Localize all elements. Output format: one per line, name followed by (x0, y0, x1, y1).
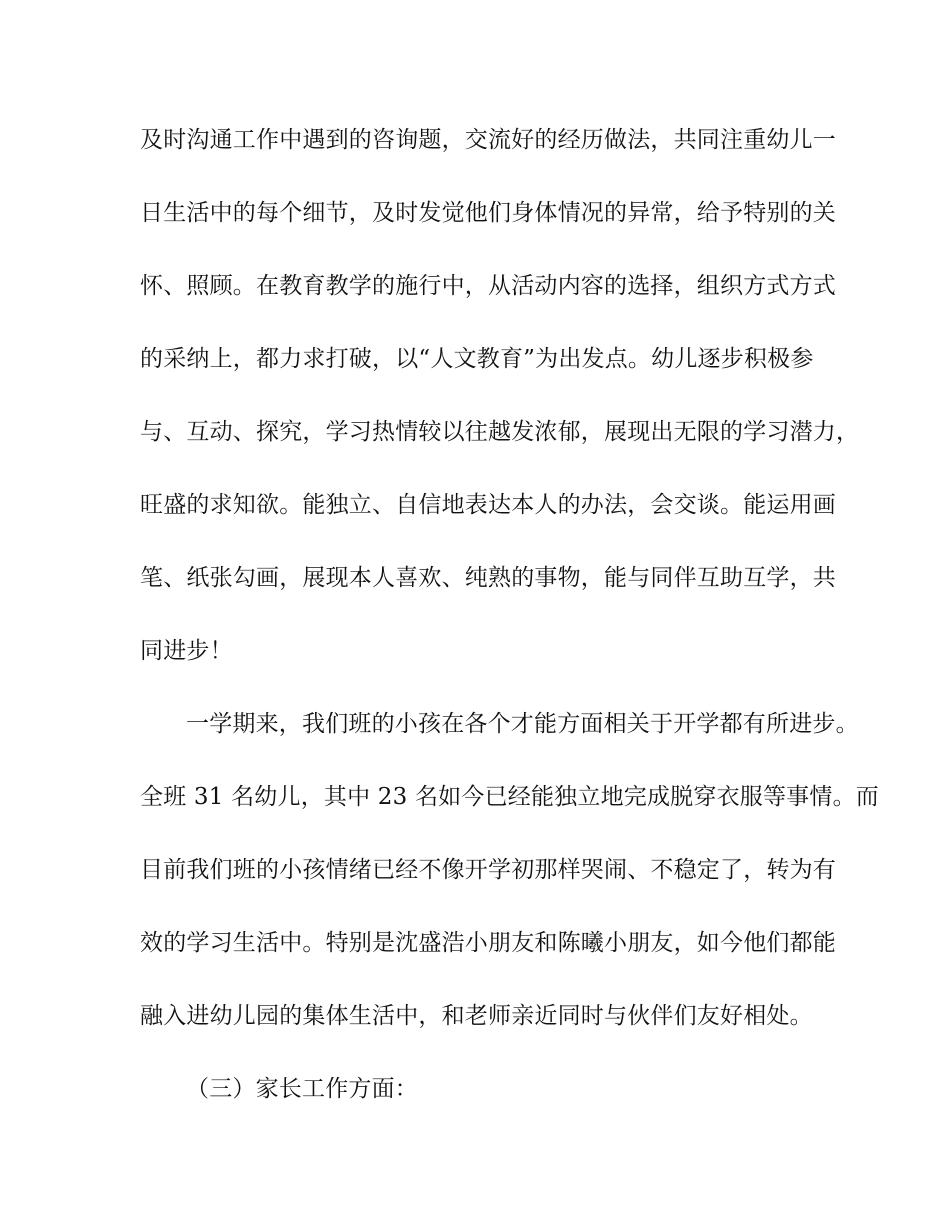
section-heading: （三）家长工作方面： (186, 1076, 418, 1102)
paragraph-line: 融入进幼儿园的集体生活中，和老师亲近同时与伙伴们友好相处。 (140, 1003, 813, 1029)
paragraph-line: 全班 31 名幼儿，其中 23 名如今已经能独立地完成脱穿衣服等事情。而 (140, 784, 879, 810)
paragraph-line: 的采纳上，都力求打破，以“人文教育”为出发点。幼儿逐步积极参 (140, 346, 814, 372)
paragraph-line: 效的学习生活中。特别是沈盛浩小朋友和陈曦小朋友，如今他们都能 (140, 930, 836, 956)
paragraph-line: 同进步！ (140, 638, 233, 664)
paragraph-line: 日生活中的每个细节，及时发觉他们身体情况的异常，给予特别的关 (140, 200, 836, 226)
paragraph-line: 一学期来，我们班的小孩在各个才能方面相关于开学都有所进步。 (186, 711, 859, 737)
paragraph-line: 与、互动、探究，学习热情较以往越发浓郁，展现出无限的学习潜力， (140, 419, 860, 445)
paragraph-line: 目前我们班的小孩情绪已经不像开学初那样哭闹、不稳定了，转为有 (140, 857, 836, 883)
paragraph-line: 笔、纸张勾画，展现本人喜欢、纯熟的事物，能与同伴互助互学，共 (140, 565, 836, 591)
paragraph-line: 旺盛的求知欲。能独立、自信地表达本人的办法，会交谈。能运用画 (140, 492, 836, 518)
paragraph-line: 及时沟通工作中遇到的咨询题，交流好的经历做法，共同注重幼儿一 (140, 127, 836, 153)
paragraph-line: 怀、照顾。在教育教学的施行中，从活动内容的选择，组织方式方式 (140, 273, 836, 299)
